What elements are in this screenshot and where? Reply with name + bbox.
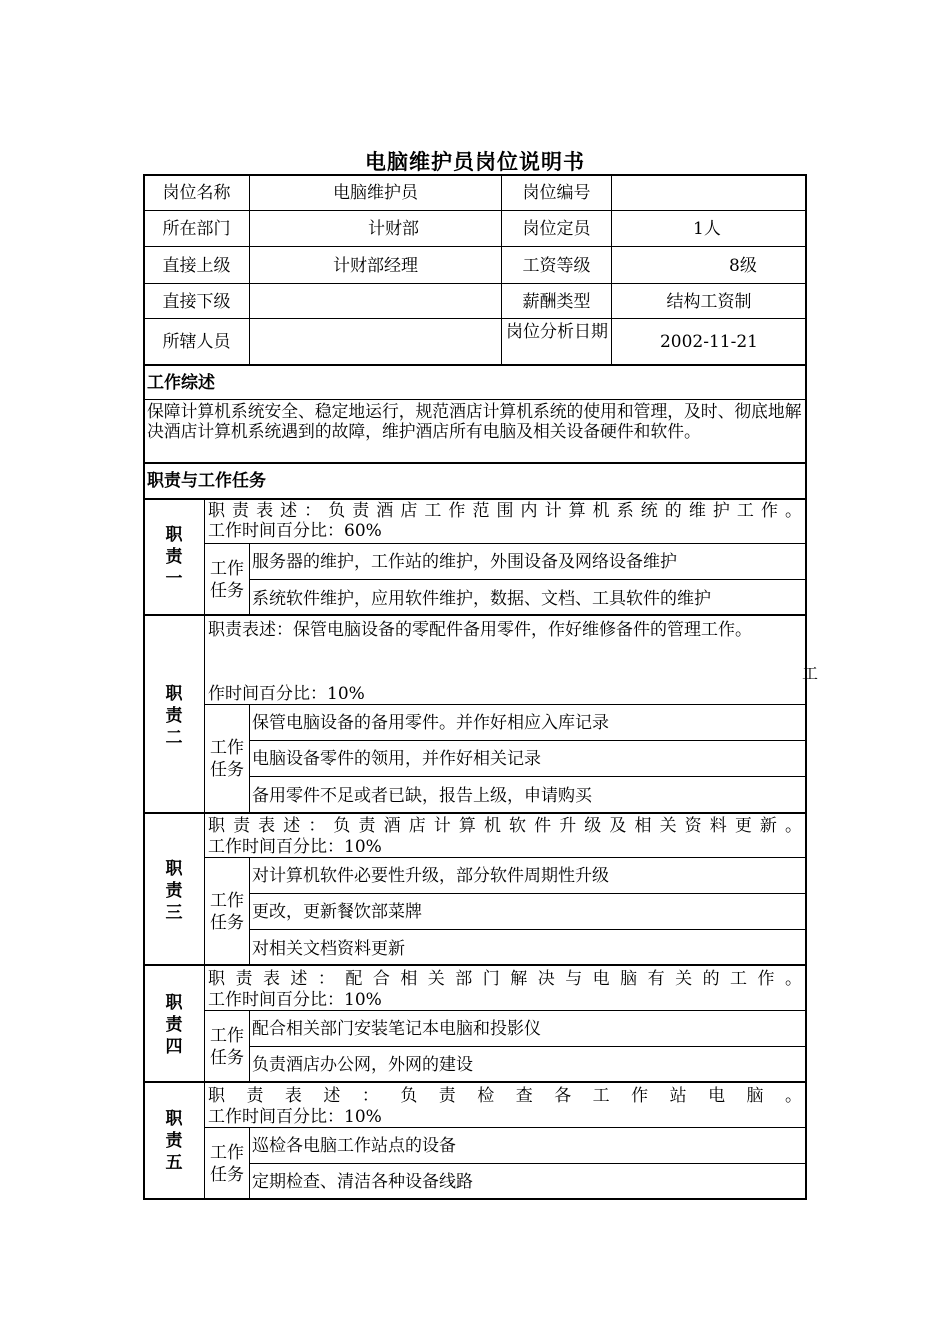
duty-4-label: 职责四 [165, 993, 183, 1057]
duty-5-task-1: 巡检各电脑工作站点的设备 [252, 1136, 456, 1156]
duty-1-task-1: 服务器的维护，工作站的维护，外围设备及网络设备维护 [252, 552, 677, 572]
grid-line [144, 318, 806, 319]
grid-line [204, 814, 205, 965]
grid-line [144, 462, 806, 464]
duty-5-task-label: 工作任务 [210, 1143, 244, 1185]
grid-line [250, 740, 806, 741]
duty-5-time-share: 工作时间百分比：10% [208, 1107, 382, 1127]
grid-line [205, 857, 806, 858]
superior-value: 计财部经理 [333, 256, 418, 276]
grid-line [250, 1046, 806, 1047]
duty-1-description: 职责表述：负责酒店工作范围内计算机系统的维护工作。 [208, 501, 802, 521]
grid-line [249, 858, 250, 965]
grid-line [205, 704, 806, 705]
staff-label: 所辖人员 [162, 332, 231, 352]
department-value: 计财部 [368, 219, 419, 239]
duty-2-task-label: 工作任务 [210, 738, 244, 780]
duty-2-task-1: 保管电脑设备的备用零件。并作好相应入库记录 [252, 713, 609, 733]
duty-3-description: 职责表述：负责酒店计算机软件升级及相关资料更新。 [208, 816, 802, 836]
duty-5-description: 职责表述：负责检查各工作站电脑。 [208, 1086, 802, 1106]
headcount-label: 岗位定员 [522, 219, 591, 239]
duty-2-time-share: 作时间百分比：10% [208, 684, 365, 704]
grid-line [250, 1163, 806, 1164]
duty-3-time-share: 工作时间百分比：10% [208, 837, 382, 857]
grid-line [204, 499, 205, 615]
duty-1-task-2: 系统软件维护，应用软件维护，数据、文档、工具软件的维护 [252, 589, 711, 609]
grid-line [144, 246, 806, 247]
grid-line [250, 776, 806, 777]
duty-3-task-1: 对计算机软件必要性升级，部分软件周期性升级 [252, 866, 609, 886]
grid-line [144, 498, 806, 500]
grid-line [205, 543, 806, 544]
duty-4-task-label: 工作任务 [210, 1026, 244, 1068]
superior-label: 直接上级 [162, 256, 231, 276]
grid-line [144, 210, 806, 211]
grid-line [205, 1010, 806, 1011]
grid-line [250, 893, 806, 894]
position-name-value: 电脑维护员 [333, 183, 418, 203]
duty-3-task-2: 更改，更新餐饮部菜牌 [252, 902, 422, 922]
duty-2-description: 职责表述：保管电脑设备的零配件备用零件，作好维修备件的管理工作。 [208, 620, 752, 640]
analysis-date-value: 2002-11-21 [659, 332, 758, 352]
headcount-value: 1人 [693, 219, 721, 239]
duty-2-label: 职责二 [165, 684, 183, 748]
grid-line [144, 614, 806, 616]
grid-line [205, 1127, 806, 1128]
grid-line [204, 966, 205, 1082]
duty-1-task-label: 工作任务 [210, 559, 244, 601]
grid-line [250, 579, 806, 580]
duty-1-label: 职责一 [165, 525, 183, 589]
position-no-label: 岗位编号 [522, 183, 591, 203]
position-name-label: 岗位名称 [162, 183, 231, 203]
grade-label: 工资等级 [522, 256, 591, 276]
grid-line [144, 1081, 806, 1083]
duty-3-label: 职责三 [165, 859, 183, 923]
duty-3-task-label: 工作任务 [210, 891, 244, 933]
grid-line [249, 705, 250, 813]
duty-2-task-3: 备用零件不足或者已缺，报告上级，申请购买 [252, 786, 592, 806]
grid-line [204, 1083, 205, 1199]
duty-5-task-2: 定期检查、清洁各种设备线路 [252, 1172, 473, 1192]
duty-3-task-3: 对相关文档资料更新 [252, 939, 405, 959]
grid-line [250, 929, 806, 930]
subordinate-label: 直接下级 [162, 292, 231, 312]
grid-line [144, 812, 806, 814]
pay-type-value: 结构工资制 [666, 292, 752, 312]
analysis-date-label: 岗位分析日期 [506, 322, 608, 342]
grid-line [144, 283, 806, 284]
duty-5-label: 职责五 [165, 1109, 183, 1173]
duty-1-time-share: 工作时间百分比：60% [208, 521, 382, 541]
duties-heading: 职责与工作任务 [147, 471, 266, 491]
stray-char: 工 [802, 664, 819, 683]
grid-line [144, 364, 806, 366]
grid-line [144, 399, 806, 400]
pay-type-label: 薪酬类型 [522, 292, 591, 312]
page-title: 电脑维护员岗位说明书 [365, 149, 585, 174]
department-label: 所在部门 [162, 219, 231, 239]
grade-value: 8级 [729, 256, 757, 276]
duty-2-task-2: 电脑设备零件的领用，并作好相关记录 [252, 749, 541, 769]
duty-4-description: 职责表述：配合相关部门解决与电脑有关的工作。 [208, 969, 802, 989]
grid-line [144, 964, 806, 966]
summary-text: 保障计算机系统安全、稳定地运行，规范酒店计算机系统的使用和管理，及时、彻底地解决酒店计算机系统遇到的故障，维护酒店所有电脑及相关设备硬件和软件。 [147, 401, 802, 441]
duty-4-task-1: 配合相关部门安装笔记本电脑和投影仪 [252, 1019, 541, 1039]
duty-4-time-share: 工作时间百分比：10% [208, 990, 382, 1010]
summary-heading: 工作综述 [147, 373, 215, 393]
duty-4-task-2: 负责酒店办公网，外网的建设 [252, 1055, 473, 1075]
grid-line [204, 616, 205, 813]
